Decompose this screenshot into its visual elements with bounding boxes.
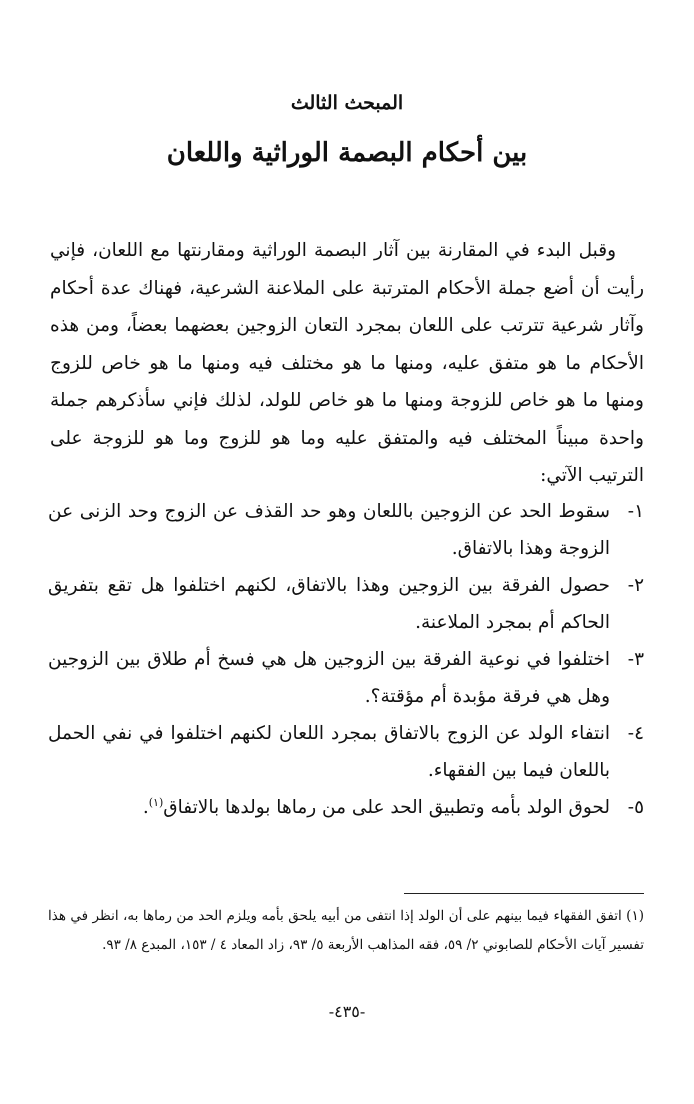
- list-item: [48, 789, 644, 826]
- list-item: [48, 567, 644, 641]
- list-item-text: لحوق الولد بأمه وتطبيق الحد على من رماها بولدها بالاتفاق: [163, 797, 610, 818]
- list-item-text-container: [48, 789, 610, 826]
- list-item-number: ٥-: [627, 797, 644, 818]
- footnote-text: اتفق الفقهاء فيما بينهم على أن الولد إذا انتفى من أبيه يلحق بأمه ويلزم الحد من رماها به، انظر في هذا تفسير آيات الأحكام للصابوني ٢/ ٥٩، فقه المذاهب الأربعة ٥/ ٩٣، زاد المعاد ٤ / ١٥٣، المبدع ٨/ ٩٣.: [48, 908, 644, 953]
- list-item-text: حصول الفرقة بين الزوجين وهذا بالاتفاق، لكنهم اختلفوا هل تقع بتفريق الحاكم أم بمجرد الملاعنة.: [48, 575, 610, 633]
- list-item-text: سقوط الحد عن الزوجين باللعان وهو حد القذف عن الزوج وحد الزنى عن الزوجة وهذا بالاتفاق.: [48, 501, 610, 559]
- intro-paragraph: وقبل البدء في المقارنة بين آثار البصمة الوراثية ومقارنتها مع اللعان، فإني رأيت أن أضع جملة الأحكام المترتبة على الملاعنة الشرعية، فهناك عدة أحكام وآثار شرعية تترتب على اللعان بمجرد التعان الزوجين بعضهما بعضاً، ومن هذه الأحكام ما هو متفق عليه، ومنها ما هو مختلف فيه ومنها ما هو خاص للزوج ومنها ما هو خاص للزوجة ومنها ما هو خاص للولد، لذلك فإني سأذكرهم جملة واحدة مبيناً المختلف فيه والمتفق عليه وما هو للزوج وما هو للزوجة على الترتيب الآتي:: [50, 240, 644, 486]
- list-item-text: اختلفوا في نوعية الفرقة بين الزوجين هل هي فسخ أم طلاق بين الزوجين وهل هي فرقة مؤبدة أم مؤقتة؟.: [48, 649, 610, 707]
- footnote-divider: [404, 893, 644, 894]
- section-label: المبحث الثالث: [290, 92, 404, 114]
- list-item-number: ٢-: [627, 575, 644, 596]
- section-title: بين أحكام البصمة الوراثية واللعان: [166, 138, 528, 168]
- list-item-number: ١-: [627, 501, 644, 522]
- footnote-reference[interactable]: (١): [148, 795, 164, 809]
- footnote: [48, 902, 644, 960]
- list-item: [48, 641, 644, 715]
- rulings-list: [48, 493, 644, 826]
- page-number: -٤٣٥-: [328, 1002, 366, 1021]
- list-item-number: ٣-: [627, 649, 644, 670]
- list-item-number: ٤-: [627, 723, 644, 744]
- list-item: [48, 715, 644, 789]
- footnote-marker: (١): [626, 908, 644, 924]
- list-item-text: انتفاء الولد عن الزوج بالاتفاق بمجرد اللعان لكنهم اختلفوا في نفي الحمل باللعان فيما بين الفقهاء.: [48, 723, 610, 781]
- list-item-trailing: .: [142, 797, 149, 818]
- list-item: [48, 493, 644, 567]
